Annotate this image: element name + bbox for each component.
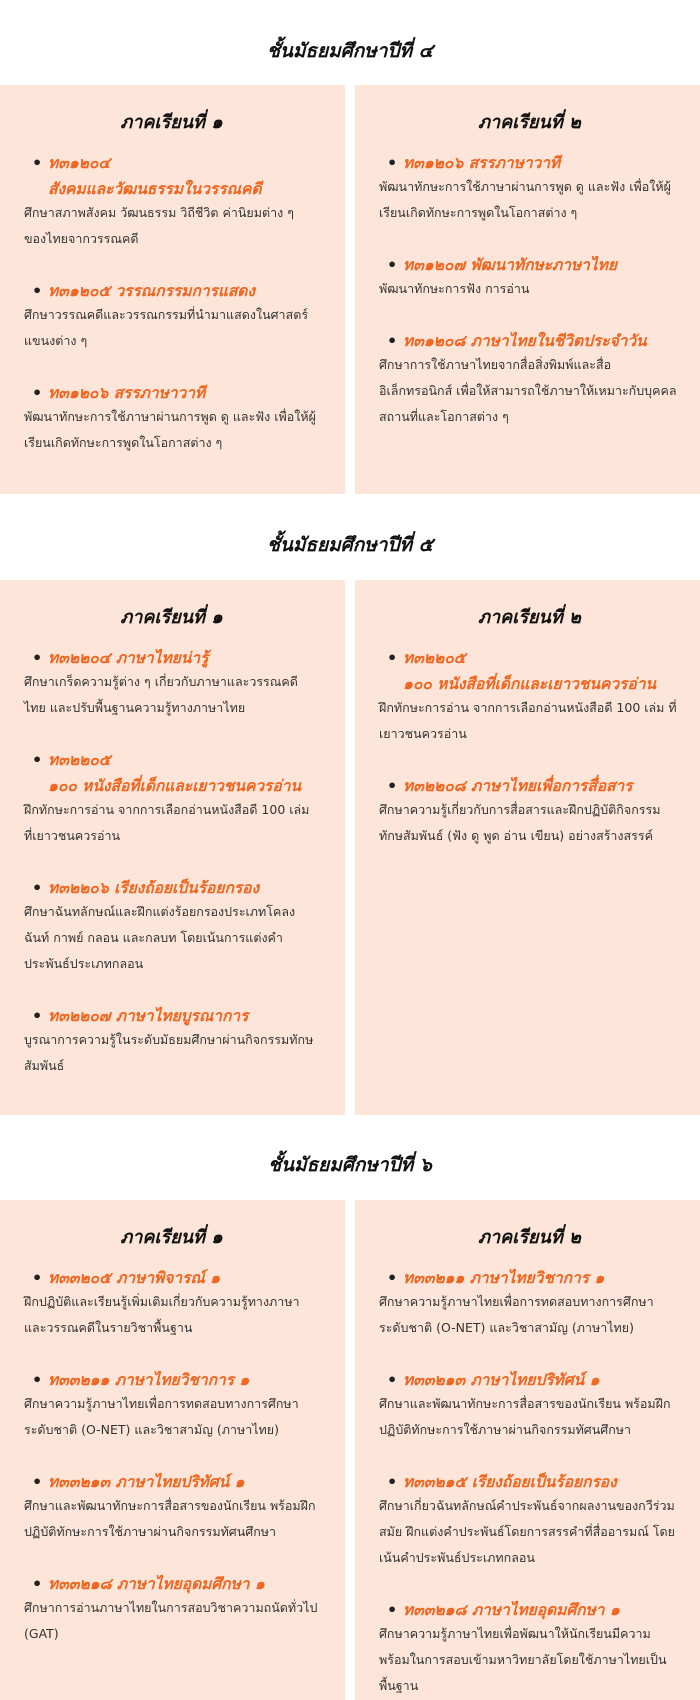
course-description: ศึกษาฉันทลักษณ์และฝึกแต่งร้อยกรองประเภทโคลง ฉันท์ กาพย์ กลอน และกลบท โดยเน้นการแต่งคำประพันธ์ประเภทกลอน [24,904,296,971]
course-item [379,1469,680,1571]
course-item [24,1265,319,1341]
bullet-icon: • [32,1370,43,1389]
course-description: ศึกษาและพัฒนาทักษะการสื่อสารของนักเรียน พร้อมฝึกปฏิบัติทักษะการใช้ภาษาผ่านกิจกรรมทัศนศึกษา [379,1396,671,1437]
term-panel [355,1200,700,1700]
course-name: ท๓๑๒๐๖ สรรภาษาวาที [403,153,561,172]
level-title: ชั้นมัธยมศึกษาปีที่ ๖ [268,1154,432,1176]
term-title: ภาคเรียนที่ ๑ [120,112,223,133]
course-name: ท๓๒๒๐๘ ภาษาไทยเพื่อการสื่อสาร [403,776,633,795]
course-description: ศึกษาความรู้เกี่ยวกับการสื่อสารและฝึกปฏิบัติกิจกรรมทักษสัมพันธ์ (ฟัง ดู พูด อ่าน เขียน) อย่างสร้างสรรค์ [379,802,661,843]
course-name: ท๓๑๒๐๕ วรรณกรรมการแสดง [48,281,255,300]
course-name: ท๓๑๒๐๔ สังคมและวัฒนธรรมในวรรณคดี [48,153,262,198]
term-panel [0,580,345,1115]
course-item [24,1367,319,1443]
course-description: ศึกษาความรู้ภาษาไทยเพื่อการทดสอบทางการศึกษาระดับชาติ (O-NET) และวิชาสามัญ (ภาษาไทย) [379,1294,654,1335]
course-name: ท๓๑๒๐๘ ภาษาไทยในชีวิตประจำวัน [403,331,647,350]
course-name: ท๓๓๒๑๓ ภาษาไทยปริทัศน์ ๑ [48,1472,245,1491]
bullet-icon: • [32,1472,43,1491]
term-panel [355,580,700,1115]
course-description: ศึกษาวรรณคดีและวรรณกรรมที่นำมาแสดงในศาสตร์แขนงต่าง ๆ [24,307,309,348]
bullet-icon: • [387,153,398,172]
term-panel [0,85,345,494]
course-description: พัฒนาทักษะการใช้ภาษาผ่านการพูด ดู และฟัง เพื่อให้ผู้เรียนเกิดทักษะการพูดในโอกาสต่าง ๆ [379,179,671,220]
course-item [379,1265,680,1341]
course-description: ศึกษาสภาพสังคม วัฒนธรรม วิถีชีวิต ค่านิยมต่าง ๆ ของไทยจากวรรณคดี [24,205,294,246]
bullet-icon: • [32,1574,43,1593]
course-name: ท๓๒๒๐๗ ภาษาไทยบูรณาการ [48,1006,249,1025]
course-item [24,278,319,354]
term-title: ภาคเรียนที่ ๑ [120,1227,223,1248]
course-item [24,380,319,456]
course-name: ท๓๓๒๑๓ ภาษาไทยปริทัศน์ ๑ [403,1370,600,1389]
course-name: ท๓๒๒๐๖ เรียงถ้อยเป็นร้อยกรอง [48,878,260,897]
bullet-icon: • [387,1370,398,1389]
course-description: ฝึกปฏิบัติและเรียนรู้เพิ่มเติมเกี่ยวกับความรู้ทางภาษาและวรรณคดีในรายวิชาพื้นฐาน [24,1294,300,1335]
course-item [24,1003,319,1079]
bullet-icon: • [387,1600,398,1619]
course-description: ศึกษาความรู้ภาษาไทยเพื่อการทดสอบทางการศึกษาระดับชาติ (O-NET) และวิชาสามัญ (ภาษาไทย) [24,1396,299,1437]
course-item [24,150,319,252]
term-title: ภาคเรียนที่ ๒ [478,112,581,133]
course-description: บูรณาการความรู้ในระดับมัธยมศึกษาผ่านกิจกรรมทักษสัมพันธ์ [24,1032,314,1073]
course-description: ศึกษาความรู้ภาษาไทยเพื่อพัฒนาให้นักเรียนมีความพร้อมในการสอบเข้ามหาวิทยาลัยโดยใช้ภาษาไทยเป็นพื้นฐาน [379,1626,667,1693]
course-item [24,1571,319,1647]
course-name: ท๓๓๒๑๑ ภาษาไทยวิชาการ ๑ [48,1370,250,1389]
bullet-icon: • [32,648,43,667]
bullet-icon: • [32,1268,43,1287]
course-item [379,645,680,747]
course-item [24,1469,319,1545]
course-description: พัฒนาทักษะการฟัง การอ่าน [379,281,530,296]
bullet-icon: • [32,153,43,172]
term-panel [355,85,700,494]
course-item [24,875,319,977]
course-item [379,150,680,226]
bullet-icon: • [32,383,43,402]
course-name: ท๓๒๒๐๕ ๑๐๐ หนังสือที่เด็กและเยาวชนควรอ่าน [403,648,656,693]
course-item [24,747,319,849]
term-panel [0,1200,345,1700]
bullet-icon: • [32,1006,43,1025]
course-item [24,645,319,721]
bullet-icon: • [32,281,43,300]
course-name: ท๓๓๒๑๘ ภาษาไทยอุดมศึกษา ๑ [403,1600,620,1619]
bullet-icon: • [32,878,43,897]
course-description: พัฒนาทักษะการใช้ภาษาผ่านการพูด ดู และฟัง เพื่อให้ผู้เรียนเกิดทักษะการพูดในโอกาสต่าง ๆ [24,409,316,450]
course-name: ท๓๑๒๐๗ พัฒนาทักษะภาษาไทย [403,255,617,274]
bullet-icon: • [387,255,398,274]
course-item [379,328,680,430]
term-title: ภาคเรียนที่ ๒ [478,607,581,628]
level-title: ชั้นมัธยมศึกษาปีที่ ๕ [267,534,433,556]
course-name: ท๓๒๒๐๕ ๑๐๐ หนังสือที่เด็กและเยาวชนควรอ่าน [48,750,301,795]
bullet-icon: • [32,750,43,769]
course-description: ศึกษาเกี่ยวฉันทลักษณ์คำประพันธ์จากผลงานของกวีร่วมสมัย ฝึกแต่งคำประพันธ์โดยการสรรคำที่สื่ออารมณ์ โดยเน้นคำประพันธ์ประเภทกลอน [379,1498,675,1565]
course-name: ท๓๓๒๑๑ ภาษาไทยวิชาการ ๑ [403,1268,605,1287]
course-description: ฝึกทักษะการอ่าน จากการเลือกอ่านหนังสือดี 100 เล่ม ที่เยาวชนควรอ่าน [24,802,310,843]
level-title: ชั้นมัธยมศึกษาปีที่ ๔ [267,40,433,62]
course-item [379,773,680,849]
bullet-icon: • [387,1472,398,1491]
course-name: ท๓๓๒๑๕ เรียงถ้อยเป็นร้อยกรอง [403,1472,617,1491]
course-description: ศึกษาเกร็ดความรู้ต่าง ๆ เกี่ยวกับภาษาและวรรณคดีไทย และปรับพื้นฐานความรู้ทางภาษาไทย [24,674,298,715]
bullet-icon: • [387,776,398,795]
course-description: ฝึกทักษะการอ่าน จากการเลือกอ่านหนังสือดี 100 เล่ม ที่เยาวชนควรอ่าน [379,700,677,741]
bullet-icon: • [387,1268,398,1287]
course-description: ศึกษาและพัฒนาทักษะการสื่อสารของนักเรียน พร้อมฝึกปฏิบัติทักษะการใช้ภาษาผ่านกิจกรรมทัศนศึกษา [24,1498,316,1539]
course-name: ท๓๓๒๐๕ ภาษาพิจารณ์ ๑ [48,1268,220,1287]
term-title: ภาคเรียนที่ ๑ [120,607,223,628]
course-item [379,252,680,302]
course-name: ท๓๓๒๑๘ ภาษาไทยอุดมศึกษา ๑ [48,1574,265,1593]
course-description: ศึกษาการอ่านภาษาไทยในการสอบวิชาความถนัดทั่วไป (GAT) [24,1600,318,1641]
bullet-icon: • [387,648,398,667]
course-name: ท๓๒๒๐๔ ภาษาไทยน่ารู้ [48,648,209,667]
course-item [379,1597,680,1699]
bullet-icon: • [387,331,398,350]
course-item [379,1367,680,1443]
term-title: ภาคเรียนที่ ๒ [478,1227,581,1248]
course-description: ศึกษาการใช้ภาษาไทยจากสื่อสิ่งพิมพ์และสื่ออิเล็กทรอนิกส์ เพื่อให้สามารถใช้ภาษาให้เหมาะกับบุคคลสถานที่และโอกาสต่าง ๆ [379,357,677,424]
course-name: ท๓๑๒๐๖ สรรภาษาวาที [48,383,206,402]
